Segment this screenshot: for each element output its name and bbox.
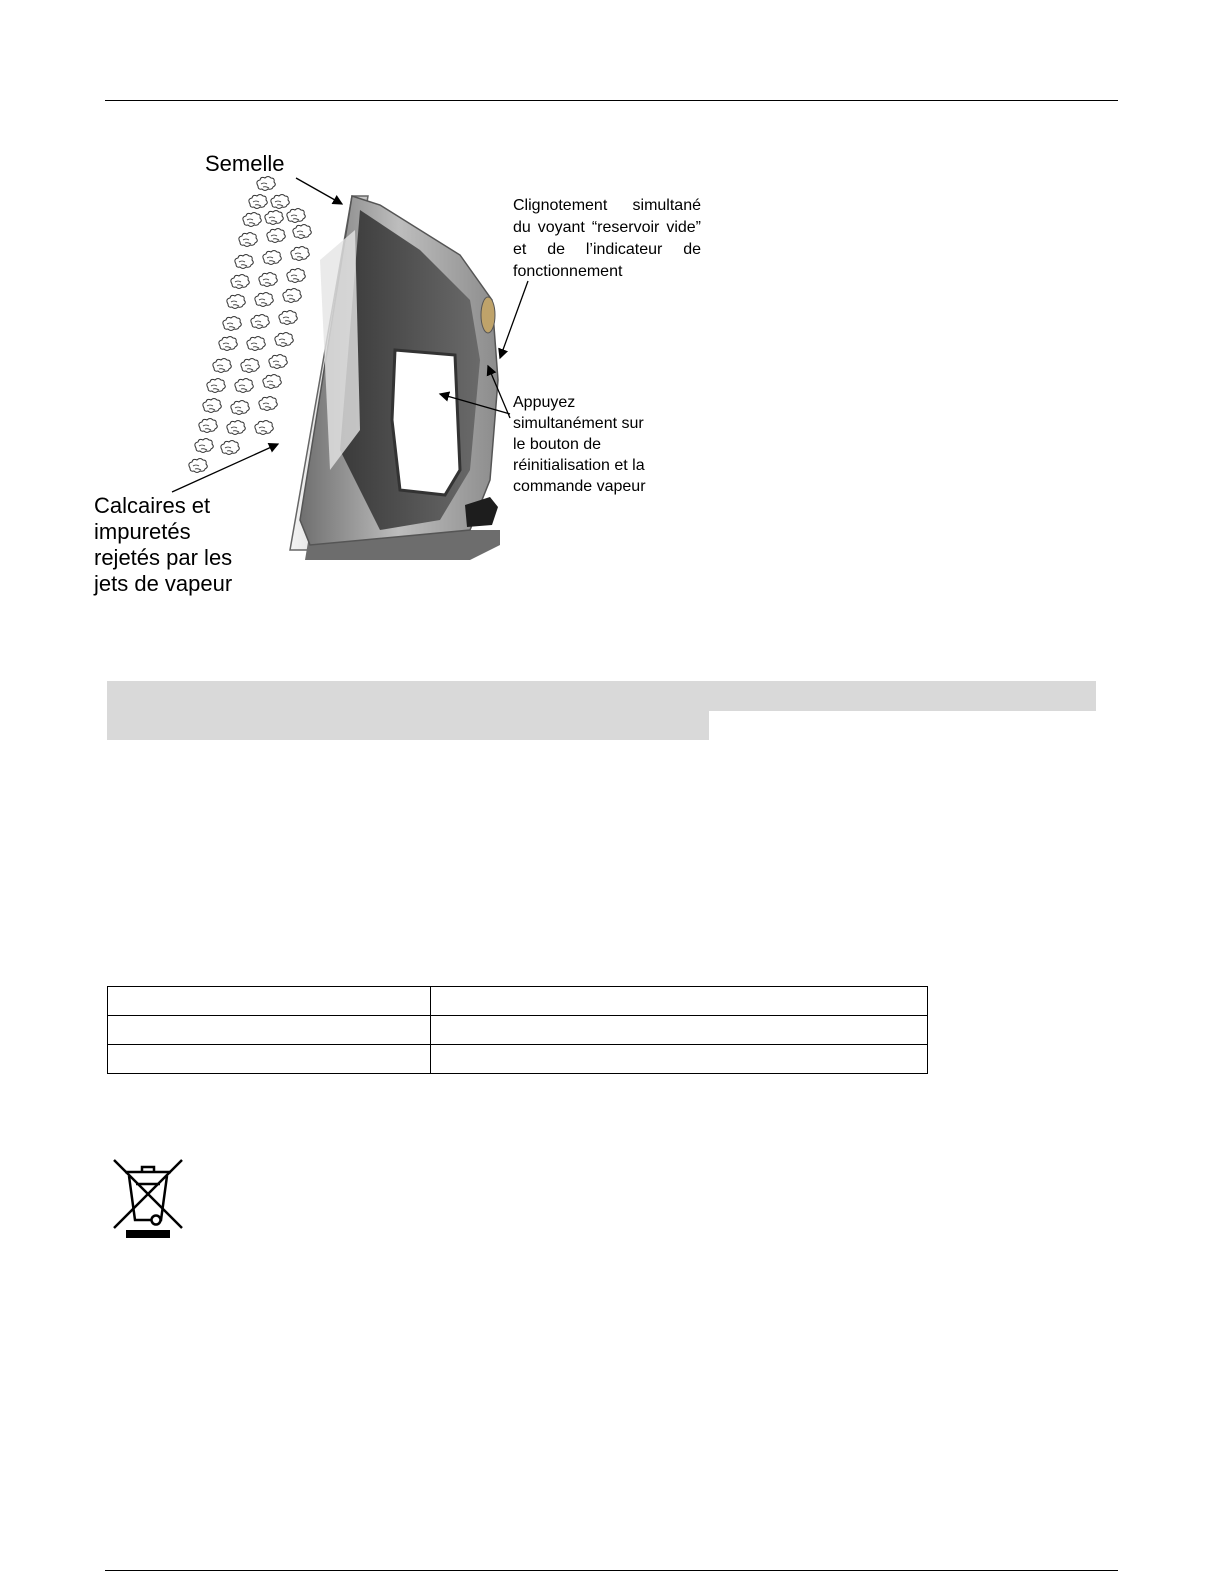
clignotement-label: Clignotement simultané du voyant “reservoir vide” et de l’indicateur de fonctionnement	[513, 197, 701, 280]
calcaires-label: Calcaires et impuretés rejetés par les jets de vapeur	[94, 493, 233, 596]
footer-rule	[105, 1570, 1118, 1571]
appuyez-label: Appuyez simultanément sur le bouton de réinitialisation et la commande vapeur	[513, 394, 646, 495]
table-row	[108, 1045, 928, 1074]
table-cell	[431, 1045, 928, 1074]
table-row	[108, 987, 928, 1016]
table-cell	[108, 1045, 431, 1074]
table-cell	[108, 1016, 431, 1045]
table-cell	[108, 987, 431, 1016]
iron-body	[300, 196, 498, 545]
highlight-bar	[107, 681, 1096, 711]
semelle-label: Semelle	[205, 151, 285, 176]
highlight-bar	[107, 711, 709, 740]
table-cell	[431, 987, 928, 1016]
spec-table	[107, 986, 928, 1074]
table-cell	[431, 1016, 928, 1045]
table-row	[108, 1016, 928, 1045]
crossed-out-wheelie-bin-icon	[112, 1158, 184, 1240]
steam-puffs	[189, 177, 311, 473]
